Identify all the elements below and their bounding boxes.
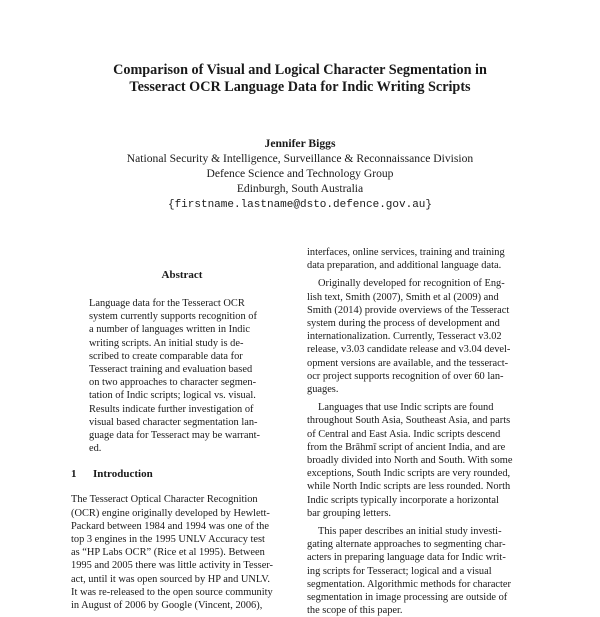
left-column (71, 268, 293, 612)
body-line: of Central and East Asia. Indic scripts descend (307, 428, 501, 440)
body-line: system during the process of development and (307, 318, 500, 330)
body-line: throughout South Asia, Southeast Asia, and parts (307, 415, 511, 427)
title-line: Tesseract OCR Language Data for Indic Writing Scripts (129, 79, 471, 95)
abstract-line: scribed to create comparable data for (89, 350, 243, 362)
body-line: acters in preparing language data for Indic writ- (307, 552, 506, 564)
abstract-line: writing scripts. An initial study is de- (89, 337, 244, 349)
affiliation-line: National Security & Intelligence, Surveillance & Reconnaissance Division (126, 152, 474, 165)
intro-line: top 3 engines in the 1995 UNLV Accuracy test (71, 534, 265, 546)
body-line: broadly divided into North and South. With some (307, 455, 513, 467)
body-line: ing scripts for Tesseract; logical and a visual (307, 565, 492, 577)
abstract-line: a number of languages written in Indic (89, 324, 251, 336)
author-email: {firstname.lastname@dsto.defence.gov.au} (167, 199, 433, 211)
intro-line: in August of 2006 by Google (Vincent, 2006), (71, 600, 263, 612)
body-line: lish text, Smith (2007), Smith et al (2009) and (307, 291, 499, 303)
abstract-line: Language data for the Tesseract OCR (89, 298, 245, 309)
abstract-line: guage data for Tesseract may be warrant- (89, 430, 261, 442)
intro-line: It was re-released to the open source community (71, 586, 273, 598)
body-line: bar grouping letters. (307, 507, 391, 519)
intro-line: act, until it was open sourced by HP and UNLV. (71, 573, 271, 585)
abstract-line: Results indicate further investigation of (89, 403, 254, 415)
paragraph (307, 525, 529, 617)
abstract-line: visual based character segmentation lan- (89, 416, 258, 428)
section-number: 1 (71, 468, 77, 481)
body-line: This paper describes an initial study investi- (318, 526, 502, 538)
abstract-heading: Abstract (161, 269, 203, 281)
paper-title (60, 62, 540, 96)
intro-line: Packard between 1984 and 1994 was one of the (71, 520, 269, 532)
body-line: exceptions, South Indic scripts are very rounded, (307, 468, 511, 480)
title-line: Comparison of Visual and Logical Character Segmentation in (113, 62, 487, 78)
author-name: Jennifer Biggs (264, 137, 336, 150)
body-line: ocr project supports recognition of over 60 lan- (307, 370, 504, 382)
body-line: Smith (2014) provide overviews of the Tesseract (307, 304, 510, 316)
intro-line: (OCR) engine originally developed by Hewlett- (71, 507, 270, 519)
abstract-line: system currently supports recognition of (89, 311, 257, 323)
paragraph (307, 277, 529, 396)
abstract-line: tation of Indic scripts; logical vs. visual. (89, 390, 256, 402)
affiliation-line: Defence Science and Technology Group (206, 167, 394, 180)
intro-line: as “HP Labs OCR” (Rice et al 1995). Between (71, 547, 265, 559)
body-line: while North Indic scripts are less rounded. North (307, 481, 511, 493)
body-line: internationalization. Currently, Tesseract v3.02 (307, 331, 502, 343)
abstract-line: ed. (89, 443, 102, 455)
right-column (307, 246, 529, 617)
section-title: Introduction (93, 468, 153, 481)
affiliation-line: Edinburgh, South Australia (236, 182, 364, 195)
intro-line: The Tesseract Optical Character Recognition (71, 494, 258, 506)
body-line: Indic scripts typically incorporate a horizontal (307, 494, 499, 506)
body-line: opment versions are available, and the tesseract- (307, 357, 509, 369)
body-line: segmentation. Algorithmic methods for character (307, 578, 511, 590)
body-line: the scope of this paper. (307, 605, 403, 617)
abstract-line: on two approaches to character segmen- (89, 377, 257, 389)
introduction-body (71, 493, 293, 612)
paragraph (307, 246, 529, 272)
body-line: gating alternate approaches to segmenting char- (307, 539, 506, 551)
body-line: data preparation, and additional language data. (307, 260, 502, 272)
body-line: guages. (307, 384, 339, 396)
body-line: interfaces, online services, training and training (307, 247, 505, 258)
body-line: segmentation in image processing are outside of (307, 592, 508, 604)
body-line: release, v3.03 candidate release and v3.04 devel- (307, 344, 511, 356)
intro-line: 1995 and 2005 there was little activity in Tesser- (71, 560, 274, 572)
body-line: Languages that use Indic scripts are found (318, 402, 494, 414)
body-line: Originally developed for recognition of Eng- (318, 278, 505, 290)
paragraph (307, 401, 529, 520)
body-line: from the Brāhmī script of ancient India, and are (307, 441, 506, 453)
section-heading-introduction (71, 467, 293, 481)
abstract-body (71, 297, 293, 455)
author-block (60, 136, 540, 213)
abstract-line: Tesseract training and evaluation based (89, 364, 253, 376)
